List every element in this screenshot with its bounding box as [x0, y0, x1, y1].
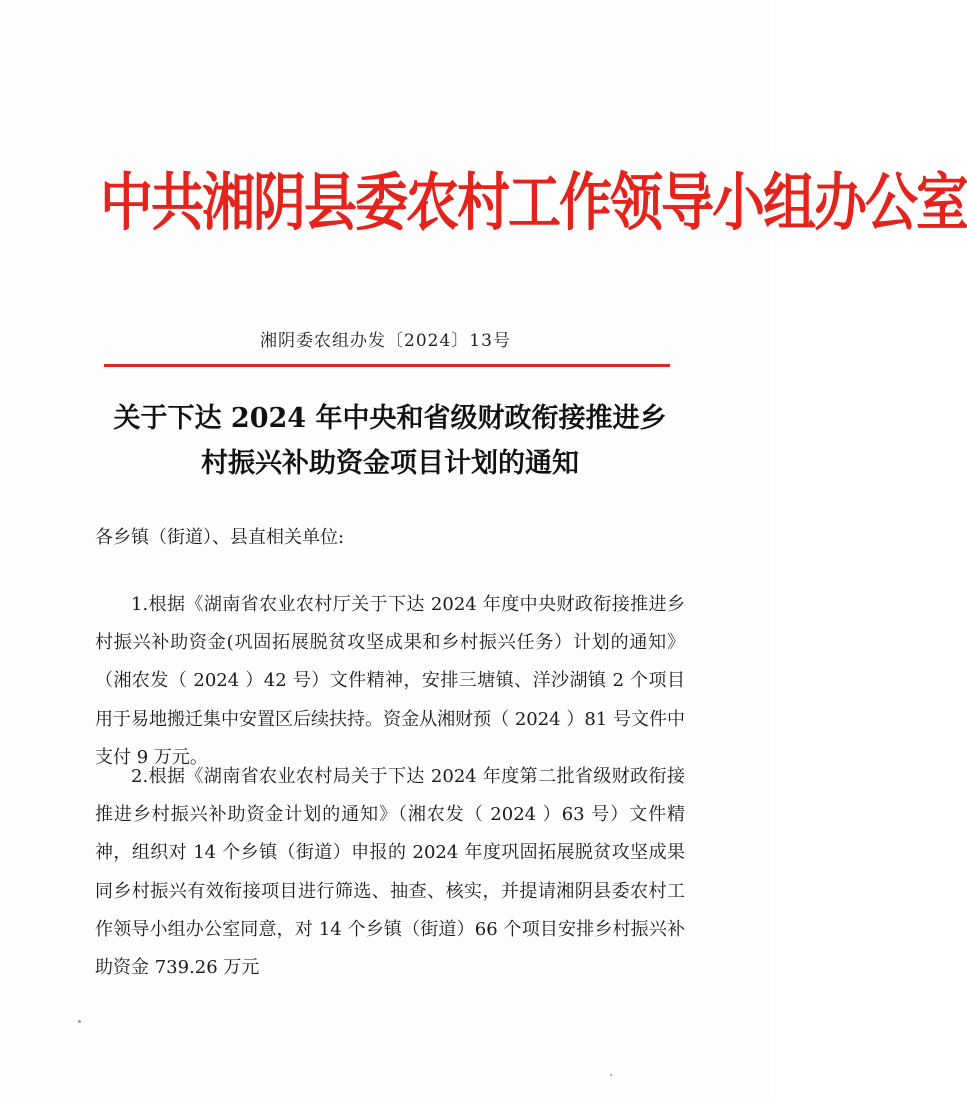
document-title	[90, 396, 690, 486]
body-paragraph-1: 1.根据《湖南省农业农村厅关于下达 2024 年度中央财政衔接推进乡村振兴补助资金(巩固拓展脱贫攻坚成果和乡村振兴任务）计划的通知》（湘农发（ 2024 ）42 号）文件精神，安排三塘镇、洋沙湖镇 2 个项目用于易地搬迁集中安置区后续扶持。资金从湘财预（ 2024 ）81 号文件中支付 9 万元。	[95, 594, 685, 768]
salutation: 各乡镇（街道）、县直相关单位:	[95, 527, 345, 548]
document-number: 湘阴委农组办发〔2024〕13号	[260, 331, 511, 351]
title-line-2: 村振兴补助资金项目计划的通知	[201, 448, 579, 479]
scan-speck	[78, 1020, 81, 1023]
issuing-organization-header: 中共湘阴县委农村工作领导小组办公室	[100, 166, 967, 240]
body-paragraph-2: 2.根据《湖南省农业农村局关于下达 2024 年度第二批省级财政衔接推进乡村振兴补助资金计划的通知》（湘农发（ 2024 ）63 号）文件精神，组织对 14 个乡镇（街道）申报的 2024 年度巩固拓展脱贫攻坚成果同乡村振兴有效衔接项目进行筛选、抽查、核实，并提请湘阴县委农村工作领导小组办公室同意，对 14 个乡镇（街道）66 个项目安排乡村振兴补助资金 739.26 万元	[95, 766, 686, 979]
scan-speck	[610, 1074, 612, 1076]
title-line-1: 关于下达 2024 年中央和省级财政衔接推进乡	[113, 403, 667, 434]
red-divider-line	[104, 364, 670, 367]
